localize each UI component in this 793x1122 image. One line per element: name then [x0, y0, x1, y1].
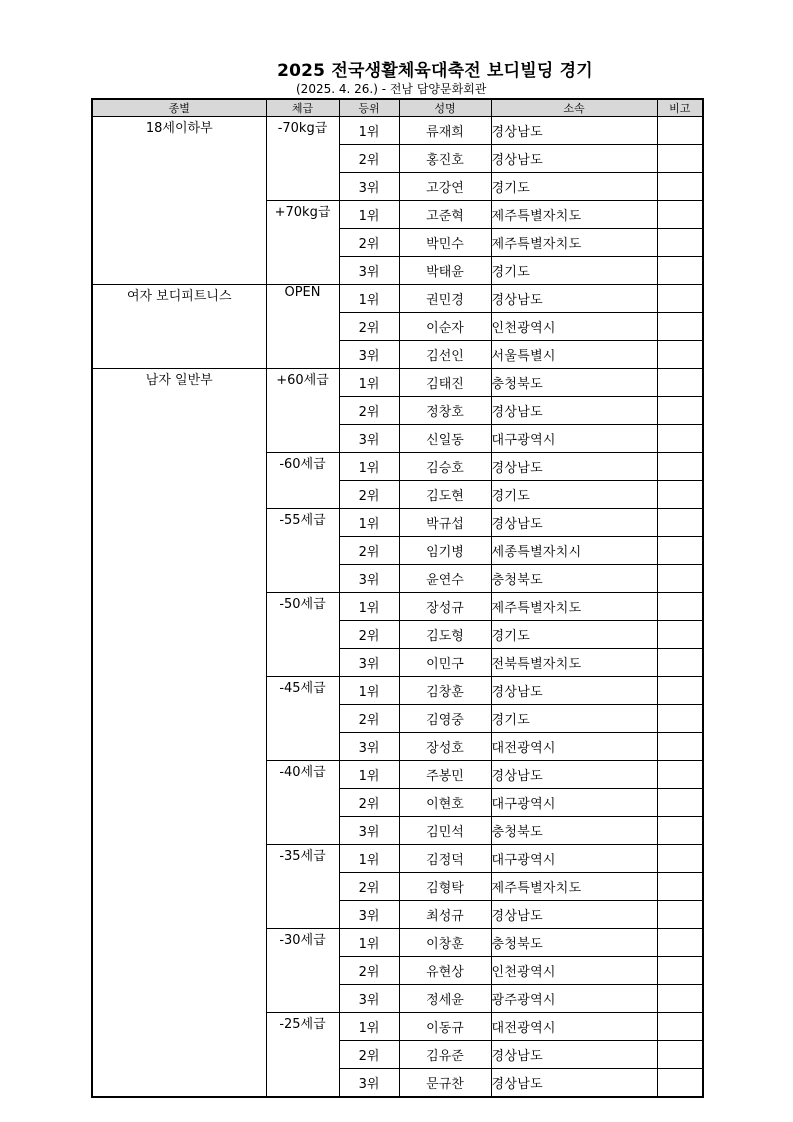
note-cell	[657, 845, 703, 873]
rank-cell: 1위	[339, 929, 399, 957]
rank-cell: 2위	[339, 313, 399, 341]
name-cell: 김도형	[399, 621, 491, 649]
rank-cell: 2위	[339, 397, 399, 425]
affiliation-cell: 대구광역시	[491, 845, 657, 873]
note-cell	[657, 1069, 703, 1098]
rank-cell: 1위	[339, 845, 399, 873]
affiliation-cell: 전북특별자치도	[491, 649, 657, 677]
note-cell	[657, 649, 703, 677]
rank-cell: 2위	[339, 229, 399, 257]
note-cell	[657, 117, 703, 145]
name-cell: 고강연	[399, 173, 491, 201]
affiliation-cell: 경상남도	[491, 397, 657, 425]
affiliation-cell: 광주광역시	[491, 985, 657, 1013]
name-cell: 김승호	[399, 453, 491, 481]
rank-cell: 1위	[339, 677, 399, 705]
note-cell	[657, 509, 703, 537]
name-cell: 김도현	[399, 481, 491, 509]
name-cell: 최성규	[399, 901, 491, 929]
weight-class-cell: -60세급	[266, 453, 339, 509]
note-cell	[657, 901, 703, 929]
note-cell	[657, 481, 703, 509]
rank-cell: 2위	[339, 481, 399, 509]
affiliation-cell: 대전광역시	[491, 733, 657, 761]
note-cell	[657, 173, 703, 201]
note-cell	[657, 1013, 703, 1041]
name-cell: 김영중	[399, 705, 491, 733]
name-cell: 임기병	[399, 537, 491, 565]
weight-class-cell: -40세급	[266, 761, 339, 845]
rank-cell: 1위	[339, 453, 399, 481]
affiliation-cell: 경상남도	[491, 509, 657, 537]
name-cell: 장성호	[399, 733, 491, 761]
affiliation-cell: 제주특별자치도	[491, 593, 657, 621]
header-rank: 등위	[339, 99, 399, 117]
note-cell	[657, 733, 703, 761]
rank-cell: 1위	[339, 509, 399, 537]
weight-class-cell: -70kg급	[266, 117, 339, 201]
rank-cell: 2위	[339, 621, 399, 649]
note-cell	[657, 145, 703, 173]
note-cell	[657, 621, 703, 649]
name-cell: 장성규	[399, 593, 491, 621]
rank-cell: 3위	[339, 425, 399, 453]
name-cell: 김태진	[399, 369, 491, 397]
affiliation-cell: 경기도	[491, 705, 657, 733]
header-note: 비고	[657, 99, 703, 117]
affiliation-cell: 경상남도	[491, 117, 657, 145]
rank-cell: 2위	[339, 145, 399, 173]
affiliation-cell: 충청북도	[491, 929, 657, 957]
name-cell: 문규찬	[399, 1069, 491, 1098]
rank-cell: 3위	[339, 649, 399, 677]
category-cell: 18세이하부	[92, 117, 266, 285]
rank-cell: 1위	[339, 761, 399, 789]
name-cell: 유현상	[399, 957, 491, 985]
rank-cell: 1위	[339, 1013, 399, 1041]
name-cell: 윤연수	[399, 565, 491, 593]
affiliation-cell: 경상남도	[491, 761, 657, 789]
table-header-row	[92, 99, 703, 117]
rank-cell: 1위	[339, 593, 399, 621]
note-cell	[657, 537, 703, 565]
note-cell	[657, 257, 703, 285]
affiliation-cell: 대전광역시	[491, 1013, 657, 1041]
note-cell	[657, 425, 703, 453]
name-cell: 이현호	[399, 789, 491, 817]
note-cell	[657, 957, 703, 985]
name-cell: 신일동	[399, 425, 491, 453]
affiliation-cell: 경상남도	[491, 901, 657, 929]
affiliation-cell: 경상남도	[491, 145, 657, 173]
rank-cell: 2위	[339, 873, 399, 901]
note-cell	[657, 229, 703, 257]
name-cell: 주봉민	[399, 761, 491, 789]
note-cell	[657, 285, 703, 313]
name-cell: 김선인	[399, 341, 491, 369]
weight-class-cell: -35세급	[266, 845, 339, 929]
name-cell: 홍진호	[399, 145, 491, 173]
note-cell	[657, 789, 703, 817]
rank-cell: 3위	[339, 341, 399, 369]
affiliation-cell: 경기도	[491, 257, 657, 285]
weight-class-cell: -55세급	[266, 509, 339, 593]
affiliation-cell: 제주특별자치도	[491, 201, 657, 229]
rank-cell: 3위	[339, 901, 399, 929]
name-cell: 김형탁	[399, 873, 491, 901]
rank-cell: 3위	[339, 257, 399, 285]
results-table	[91, 98, 704, 1098]
header-affiliation: 소속	[491, 99, 657, 117]
name-cell: 박태윤	[399, 257, 491, 285]
affiliation-cell: 충청북도	[491, 817, 657, 845]
header-category: 종별	[92, 99, 266, 117]
affiliation-cell: 대구광역시	[491, 789, 657, 817]
name-cell: 김유준	[399, 1041, 491, 1069]
affiliation-cell: 경상남도	[491, 285, 657, 313]
rank-cell: 1위	[339, 285, 399, 313]
affiliation-cell: 경상남도	[491, 677, 657, 705]
category-cell: 남자 일반부	[92, 369, 266, 1098]
weight-class-cell: -50세급	[266, 593, 339, 677]
note-cell	[657, 873, 703, 901]
name-cell: 이민구	[399, 649, 491, 677]
name-cell: 김정덕	[399, 845, 491, 873]
name-cell: 이창훈	[399, 929, 491, 957]
category-cell: 여자 보디피트니스	[92, 285, 266, 369]
header-name: 성명	[399, 99, 491, 117]
rank-cell: 2위	[339, 789, 399, 817]
weight-class-cell: -25세급	[266, 1013, 339, 1098]
results-body	[92, 117, 703, 1098]
table-row	[92, 369, 703, 397]
rank-cell: 3위	[339, 733, 399, 761]
name-cell: 김민석	[399, 817, 491, 845]
name-cell: 이순자	[399, 313, 491, 341]
note-cell	[657, 453, 703, 481]
rank-cell: 3위	[339, 817, 399, 845]
affiliation-cell: 경기도	[491, 481, 657, 509]
affiliation-cell: 세종특별자치시	[491, 537, 657, 565]
name-cell: 이동규	[399, 1013, 491, 1041]
note-cell	[657, 313, 703, 341]
note-cell	[657, 593, 703, 621]
table-row	[92, 117, 703, 145]
rank-cell: 3위	[339, 565, 399, 593]
rank-cell: 3위	[339, 1069, 399, 1098]
name-cell: 김창훈	[399, 677, 491, 705]
note-cell	[657, 677, 703, 705]
note-cell	[657, 761, 703, 789]
affiliation-cell: 충청북도	[491, 369, 657, 397]
affiliation-cell: 제주특별자치도	[491, 229, 657, 257]
affiliation-cell: 대구광역시	[491, 425, 657, 453]
rank-cell: 2위	[339, 957, 399, 985]
name-cell: 류재희	[399, 117, 491, 145]
affiliation-cell: 인천광역시	[491, 313, 657, 341]
affiliation-cell: 경상남도	[491, 1041, 657, 1069]
affiliation-cell: 서울특별시	[491, 341, 657, 369]
table-row	[92, 285, 703, 313]
rank-cell: 1위	[339, 369, 399, 397]
rank-cell: 3위	[339, 173, 399, 201]
note-cell	[657, 817, 703, 845]
note-cell	[657, 397, 703, 425]
event-date-venue: (2025. 4. 26.) - 전남 담양문화회관	[296, 82, 487, 96]
note-cell	[657, 369, 703, 397]
rank-cell: 2위	[339, 705, 399, 733]
affiliation-cell: 경상남도	[491, 453, 657, 481]
weight-class-cell: -45세급	[266, 677, 339, 761]
name-cell: 권민경	[399, 285, 491, 313]
page-title: 2025 전국생활체육대축전 보디빌딩 경기	[277, 61, 593, 81]
weight-class-cell: -30세급	[266, 929, 339, 1013]
rank-cell: 1위	[339, 117, 399, 145]
affiliation-cell: 제주특별자치도	[491, 873, 657, 901]
affiliation-cell: 충청북도	[491, 565, 657, 593]
rank-cell: 2위	[339, 537, 399, 565]
note-cell	[657, 929, 703, 957]
note-cell	[657, 1041, 703, 1069]
affiliation-cell: 경기도	[491, 173, 657, 201]
name-cell: 정세윤	[399, 985, 491, 1013]
note-cell	[657, 705, 703, 733]
rank-cell: 1위	[339, 201, 399, 229]
note-cell	[657, 201, 703, 229]
note-cell	[657, 985, 703, 1013]
weight-class-cell: OPEN	[266, 285, 339, 369]
affiliation-cell: 경기도	[491, 621, 657, 649]
name-cell: 정창호	[399, 397, 491, 425]
note-cell	[657, 341, 703, 369]
weight-class-cell: +70kg급	[266, 201, 339, 285]
name-cell: 박민수	[399, 229, 491, 257]
affiliation-cell: 경상남도	[491, 1069, 657, 1098]
rank-cell: 2위	[339, 1041, 399, 1069]
note-cell	[657, 565, 703, 593]
name-cell: 고준혁	[399, 201, 491, 229]
header-weight-class: 체급	[266, 99, 339, 117]
rank-cell: 3위	[339, 985, 399, 1013]
affiliation-cell: 인천광역시	[491, 957, 657, 985]
weight-class-cell: +60세급	[266, 369, 339, 453]
name-cell: 박규섭	[399, 509, 491, 537]
